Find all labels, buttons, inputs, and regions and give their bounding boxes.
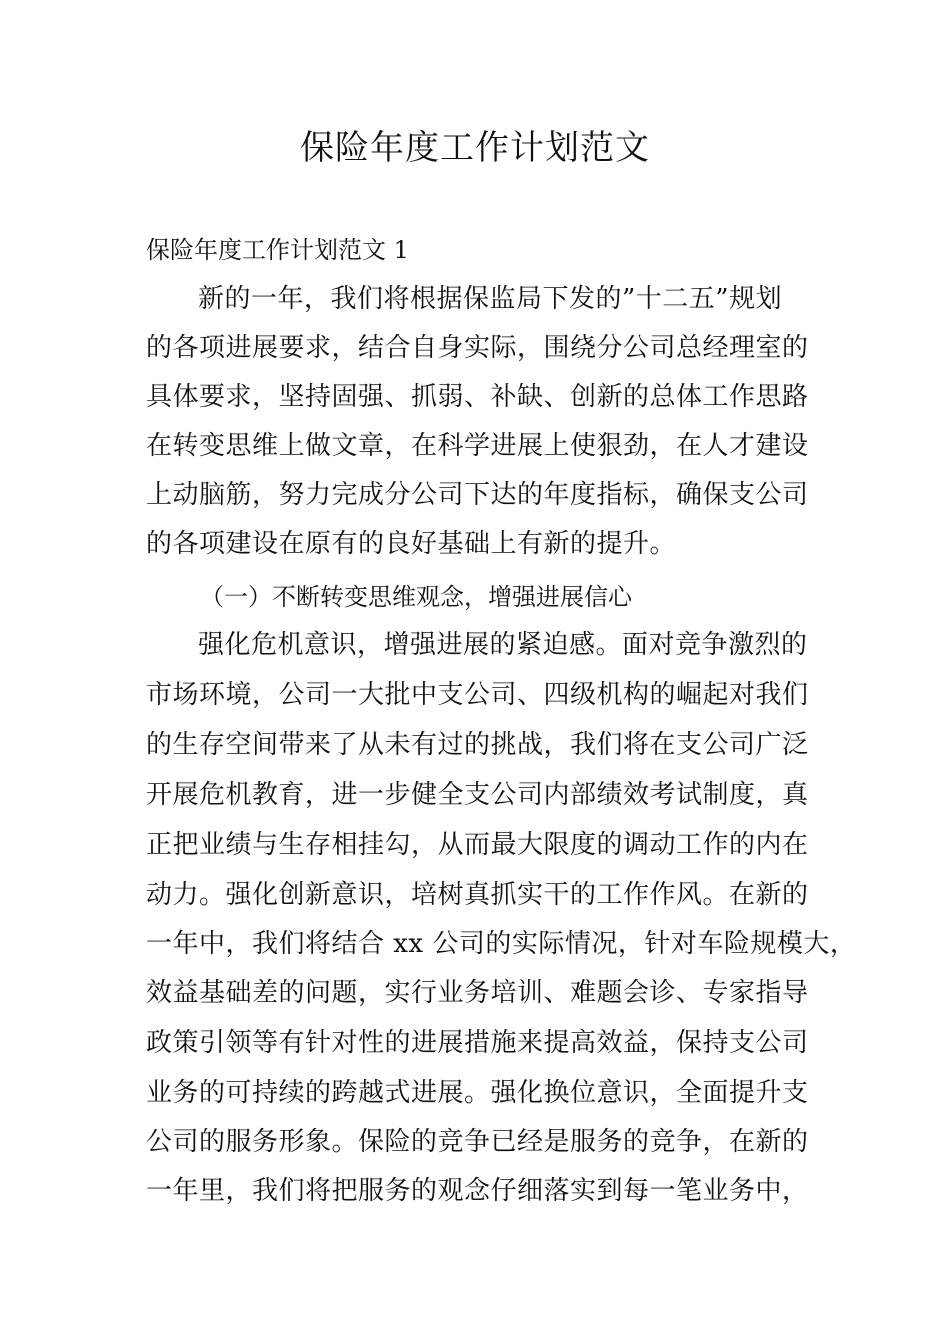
paragraph-line: 政策引领等有针对性的进展措施来提高效益，保持支公司	[146, 1028, 809, 1058]
paragraph-line: 的各项建设在原有的良好基础上有新的提升。	[146, 529, 677, 559]
paragraph-line: 业务的可持续的跨越式进展。强化换位意识，全面提升支	[146, 1078, 809, 1108]
paragraph-line: 一年中，我们将结合 xx 公司的实际情况，针对车险规模大，	[146, 929, 857, 959]
paragraph-line: 的各项进展要求，结合自身实际，围绕分公司总经理室的	[146, 333, 809, 363]
paragraph-line: 在转变思维上做文章，在科学进展上使狠劲，在人才建设	[146, 431, 809, 461]
paragraph-line: 上动脑筋，努力完成分公司下达的年度指标，确保支公司	[146, 480, 809, 510]
paragraph-line: 效益基础差的问题，实行业务培训、难题会诊、专家指导	[146, 978, 809, 1008]
paragraph-line: 正把业绩与生存相挂勾，从而最大限度的调动工作的内在	[146, 830, 809, 860]
paragraph-line: 市场环境，公司一大批中支公司、四级机构的崛起对我们	[146, 680, 809, 710]
paragraph-line: 的生存空间带来了从未有过的挑战，我们将在支公司广泛	[146, 730, 809, 760]
paragraph-line: 动力。强化创新意识，培树真抓实干的工作作风。在新的	[146, 880, 809, 910]
paragraph-line: 具体要求，坚持固强、抓弱、补缺、创新的总体工作思路	[146, 382, 809, 412]
document-title: 保险年度工作计划范文	[300, 128, 650, 168]
paragraph-line: 新的一年，我们将根据保监局下发的”十二五”规划	[198, 284, 783, 314]
paragraph-line: 强化危机意识，增强进展的紧迫感。面对竞争激烈的	[198, 630, 808, 660]
section-heading: （一）不断转变思维观念，增强进展信心	[200, 583, 632, 611]
paragraph-line: 开展危机教育，进一步健全支公司内部绩效考试制度，真	[146, 780, 809, 810]
paragraph-line: 一年里，我们将把服务的观念仔细落实到每一笔业务中，	[146, 1176, 809, 1206]
document-subtitle: 保险年度工作计划范文 1	[146, 236, 409, 264]
paragraph-line: 公司的服务形象。保险的竞争已经是服务的竞争，在新的	[146, 1127, 809, 1157]
